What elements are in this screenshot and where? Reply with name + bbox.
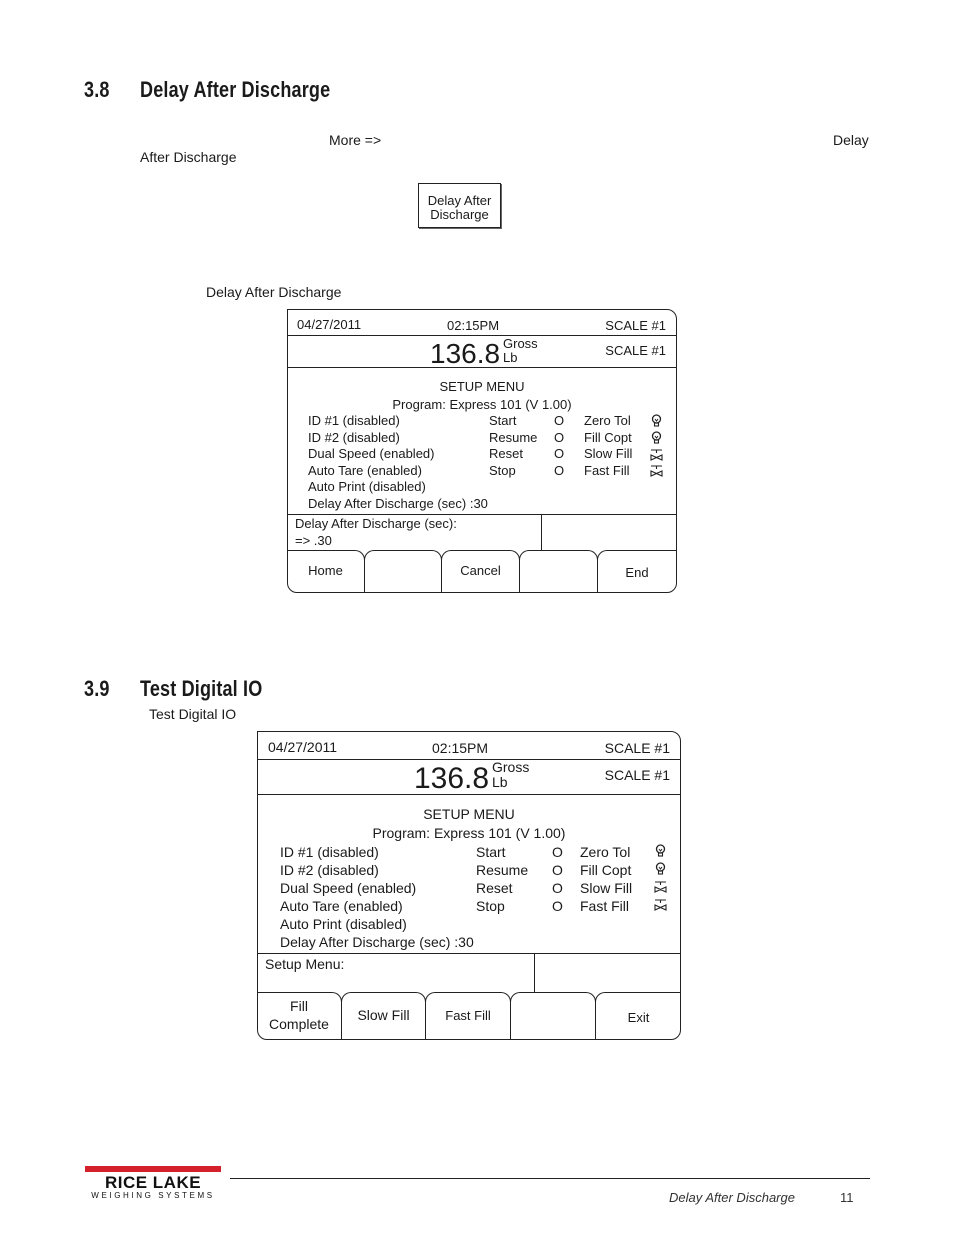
end-softkey[interactable]: [597, 550, 676, 593]
lightbulb-icon: [654, 844, 667, 858]
weight-display: 136.8: [414, 762, 490, 795]
list-item: Slow Fill: [584, 446, 633, 462]
io-labels: [476, 843, 528, 915]
screen-scale-label: SCALE #1: [604, 740, 670, 756]
section-number: 3.8: [84, 77, 110, 102]
softkey-label: Cancel: [460, 563, 501, 578]
indicator-screen-2: [257, 731, 681, 1040]
list-item: Auto Tare (enabled): [308, 462, 422, 478]
exit-softkey[interactable]: [595, 992, 681, 1040]
softkey-label: Fast Fill: [445, 1008, 491, 1023]
list-item: Fill Copt: [580, 862, 632, 878]
logo-subtext: WEIGHING SYSTEMS: [91, 1191, 215, 1200]
output-labels: [580, 843, 632, 915]
softkey-label: Slow Fill: [357, 1007, 410, 1023]
status-indicator: O: [554, 413, 565, 428]
list-item: Delay After Discharge (sec) :30: [308, 495, 488, 511]
status-indicator: O: [552, 844, 563, 860]
screen-date: 04/27/2011: [268, 739, 338, 755]
list-item: Start: [476, 844, 506, 860]
io-status: [554, 413, 564, 479]
program-version: Program: Express 101 (V 1.00): [372, 825, 566, 841]
page-number: 11: [840, 1190, 854, 1205]
status-indicator: O: [554, 429, 565, 445]
screen2-caption: Test Digital IO: [149, 706, 237, 722]
list-item: Start: [489, 413, 517, 428]
fill-complete-softkey[interactable]: [257, 992, 342, 1040]
list-item: Delay After Discharge (sec) :30: [280, 934, 474, 950]
status-indicator: O: [552, 880, 563, 896]
settings-list: [308, 413, 488, 513]
list-item: Slow Fill: [580, 880, 633, 896]
valve-icon: [654, 898, 667, 912]
screen-scale-label: SCALE #1: [605, 318, 666, 333]
unit-label: Lb: [503, 350, 518, 365]
weight-display: 136.8: [430, 338, 501, 369]
status-indicator: O: [554, 462, 565, 478]
valve-icon: [650, 448, 663, 462]
screen1-caption: Delay After Discharge: [206, 284, 342, 300]
scale-label-secondary: SCALE #1: [604, 767, 670, 783]
softkey-label: End: [625, 565, 649, 580]
status-indicator: O: [554, 446, 565, 462]
section-number: 3.9: [84, 676, 110, 701]
list-item: Reset: [476, 880, 513, 896]
blank-softkey[interactable]: [519, 550, 598, 593]
list-item: Auto Tare (enabled): [280, 898, 403, 914]
gross-label: Gross: [503, 336, 538, 351]
status-indicator: O: [552, 862, 563, 878]
rice-lake-logo: [85, 1166, 221, 1200]
list-item: ID #1 (disabled): [308, 413, 400, 428]
list-item: Resume: [476, 862, 529, 878]
blank-softkey[interactable]: [364, 550, 442, 593]
entry-prompt: Delay After Discharge (sec):: [295, 516, 457, 531]
list-item: ID #1 (disabled): [280, 844, 379, 860]
output-labels: [584, 413, 632, 479]
delay-after-discharge-key: [418, 183, 501, 228]
intro-more-text: More =>: [329, 132, 382, 148]
list-item: Reset: [489, 446, 523, 462]
list-item: Fast Fill: [584, 462, 630, 478]
scale-label-secondary: SCALE #1: [605, 343, 666, 358]
list-item: Stop: [476, 898, 505, 914]
io-labels: [489, 413, 537, 479]
key-label-line1: Delay After: [427, 193, 492, 208]
setup-menu-title: SETUP MENU: [439, 379, 525, 394]
home-softkey[interactable]: [287, 550, 365, 593]
section-title: Test Digital IO: [140, 676, 263, 701]
lightbulb-icon: [650, 431, 663, 445]
status-indicator: O: [552, 898, 563, 914]
list-item: Auto Print (disabled): [280, 916, 407, 932]
setup-menu-title: SETUP MENU: [423, 806, 515, 822]
logo-red-bar: [85, 1166, 221, 1172]
blank-softkey[interactable]: [510, 992, 596, 1040]
lightbulb-icon: [650, 414, 663, 428]
list-item: Fill Copt: [584, 429, 632, 445]
screen-date: 04/27/2011: [297, 317, 362, 332]
valve-icon: [654, 880, 667, 894]
unit-label: Lb: [492, 774, 508, 790]
valve-icon: [650, 464, 663, 478]
list-item: Zero Tol: [580, 844, 631, 860]
list-item: Dual Speed (enabled): [280, 880, 417, 896]
cancel-softkey[interactable]: [441, 550, 520, 593]
logo-text: RICE LAKE: [104, 1173, 202, 1192]
screen-time: 02:15PM: [432, 740, 489, 756]
section-title: Delay After Discharge: [140, 77, 331, 102]
gross-label: Gross: [492, 759, 530, 775]
key-label-line2: Discharge: [430, 207, 489, 222]
list-item: Fast Fill: [580, 898, 629, 914]
softkey-label: Home: [308, 563, 343, 578]
settings-list: [280, 843, 474, 951]
io-status: [552, 843, 563, 915]
list-item: Dual Speed (enabled): [308, 446, 435, 462]
indicator-screen-1: [287, 309, 677, 593]
list-item: Auto Print (disabled): [308, 479, 426, 495]
softkey-label: Exit: [627, 1010, 650, 1025]
list-item: Resume: [489, 429, 538, 445]
program-version: Program: Express 101 (V 1.00): [392, 397, 572, 412]
slow-fill-softkey[interactable]: [341, 992, 426, 1040]
setup-menu-prompt: Setup Menu:: [265, 956, 345, 972]
list-item: Stop: [489, 462, 516, 478]
softkey-label-line2: Complete: [269, 1016, 329, 1032]
list-item: ID #2 (disabled): [308, 429, 400, 445]
fast-fill-softkey[interactable]: [425, 992, 511, 1040]
softkey-label-line1: Fill: [290, 998, 308, 1014]
lightbulb-icon: [654, 862, 667, 876]
footer-rule: [230, 1178, 870, 1179]
footer-section-name: Delay After Discharge: [669, 1190, 795, 1205]
list-item: ID #2 (disabled): [280, 862, 379, 878]
intro-delay-text: Delay: [833, 132, 869, 148]
screen-time: 02:15PM: [447, 318, 500, 333]
intro-after-discharge-text: After Discharge: [140, 149, 237, 165]
entry-value[interactable]: => .30: [295, 533, 332, 548]
list-item: Zero Tol: [584, 413, 631, 428]
